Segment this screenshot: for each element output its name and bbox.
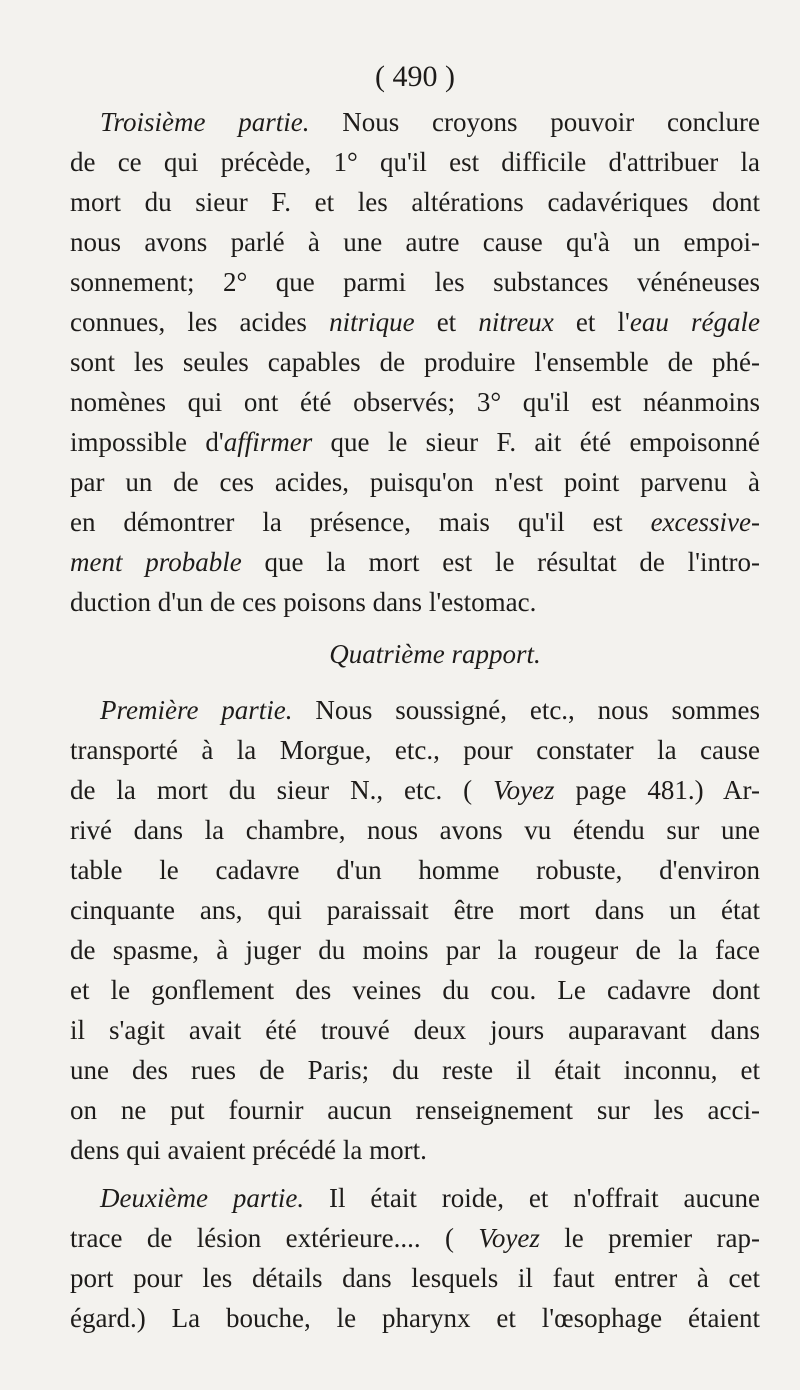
section-lead: Deuxième partie. (100, 1183, 305, 1213)
page-number: ( 490 ) (375, 60, 455, 93)
text-line: duction d'un de ces poisons dans l'estomac. (70, 587, 537, 617)
text-line: dens qui avaient précédé la mort. (70, 1135, 427, 1165)
paragraph-deuxieme-partie (70, 1178, 760, 1338)
text-line: de ce qui précède, 1° qu'il est difficile d'attribuer la (70, 147, 760, 177)
text-line: de spasme, à juger du moins par la rougeur de la face (70, 935, 760, 965)
text-line: en démontrer la présence, mais qu'il est excessive- (70, 507, 760, 537)
text-line: nous avons parlé à une autre cause qu'à un empoi- (70, 227, 760, 257)
text-line: impossible d'affirmer que le sieur F. ait été empoisonné (70, 427, 760, 457)
section-heading: Quatrième rapport. (329, 639, 541, 669)
text-line: Première partie. Nous soussigné, etc., nous sommes (100, 695, 760, 725)
text-line: on ne put fournir aucun renseignement sur les acci- (70, 1095, 760, 1125)
text-line: de la mort du sieur N., etc. ( Voyez page 481.) Ar- (70, 775, 761, 805)
text-line: sont les seules capables de produire l'ensemble de phé- (70, 347, 760, 377)
text-line: par un de ces acides, puisqu'on n'est point parvenu à (70, 467, 760, 497)
text-line: connues, les acides nitrique et nitreux et l'eau régale (70, 307, 760, 337)
text-line: Troisième partie. Nous croyons pouvoir conclure (100, 107, 760, 137)
section-lead: Première partie. (100, 695, 293, 725)
text-line: et le gonflement des veines du cou. Le cadavre dont (70, 975, 760, 1005)
text-line: cinquante ans, qui paraissait être mort dans un état (70, 895, 760, 925)
text-line: table le cadavre d'un homme robuste, d'environ (70, 855, 760, 885)
book-page (70, 52, 760, 1338)
text-line: une des rues de Paris; du reste il était inconnu, et (70, 1055, 760, 1085)
paragraph-premiere-partie (70, 690, 760, 1170)
section-lead: Troisième partie. (100, 107, 310, 137)
text-line: rivé dans la chambre, nous avons vu étendu sur une (70, 815, 760, 845)
text-line: sonnement; 2° que parmi les substances vénéneuses (70, 267, 760, 297)
text-line: trace de lésion extérieure.... ( Voyez le premier rap- (70, 1223, 761, 1253)
text-line: nomènes qui ont été observés; 3° qu'il est néanmoins (70, 387, 760, 417)
text-line: il s'agit avait été trouvé deux jours auparavant dans (70, 1015, 760, 1045)
text-line: Deuxième partie. Il était roide, et n'offrait aucune (100, 1183, 760, 1213)
text-line: transporté à la Morgue, etc., pour constater la cause (70, 735, 760, 765)
text-line: port pour les détails dans lesquels il faut entrer à cet (70, 1263, 760, 1293)
paragraph-troisieme-partie (70, 102, 760, 622)
text-line: ment probable que la mort est le résultat de l'intro- (70, 547, 760, 577)
text-line: égard.) La bouche, le pharynx et l'œsophage étaient (70, 1303, 760, 1333)
text-line: mort du sieur F. et les altérations cadavériques dont (70, 187, 760, 217)
